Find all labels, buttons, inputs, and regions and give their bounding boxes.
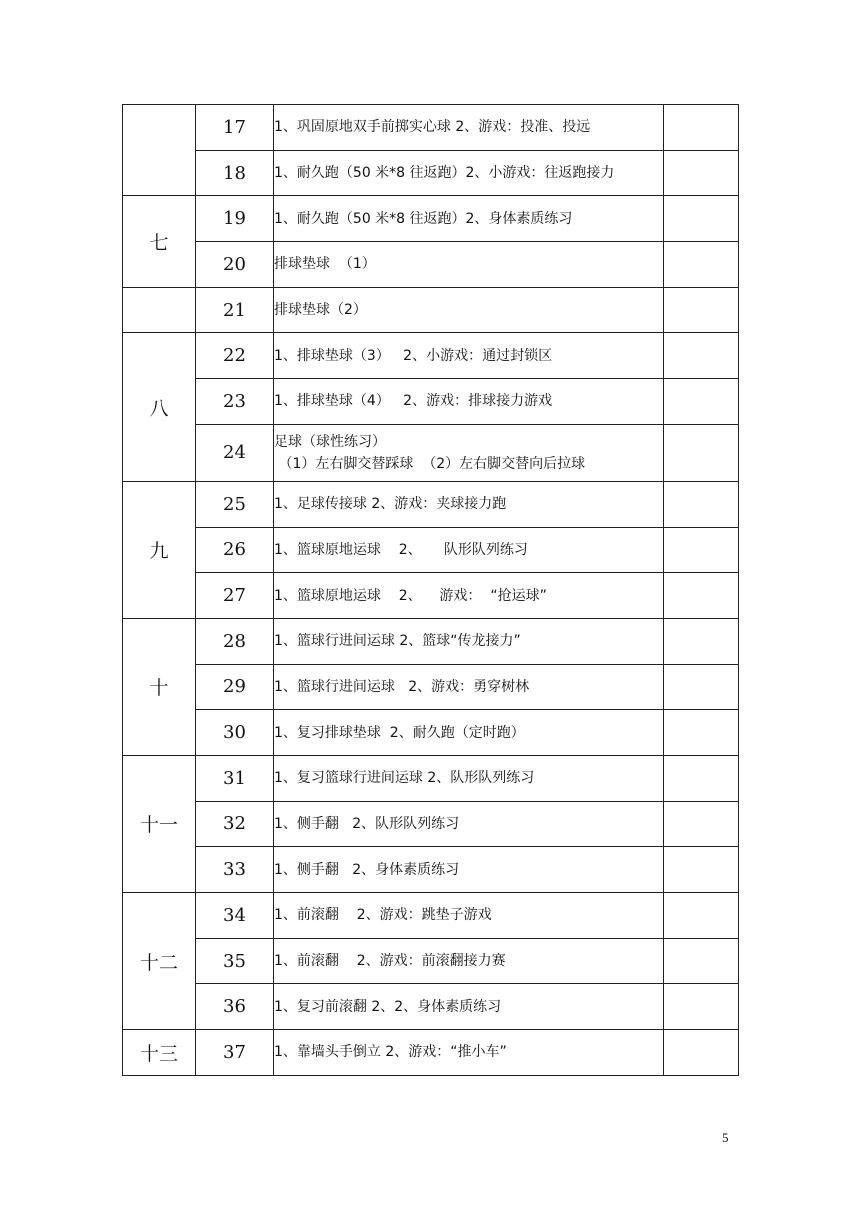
table-row [123, 801, 739, 847]
week-cell [123, 105, 196, 196]
lesson-plan-body [123, 105, 739, 1076]
lesson-number: 36 [196, 984, 274, 1030]
remarks-cell [664, 105, 739, 151]
lesson-number: 32 [196, 801, 274, 847]
lesson-content-line: 1、排球垫球（4） 2、游戏：排球接力游戏 [274, 393, 553, 410]
lesson-content-line: 1、巩固原地双手前掷实心球 2、游戏：投准、投远 [274, 119, 591, 136]
lesson-number: 37 [196, 1030, 274, 1076]
lesson-content [274, 664, 664, 710]
lesson-content-line: 排球垫球 （1） [274, 256, 376, 273]
lesson-number: 30 [196, 710, 274, 756]
lesson-content-line: 1、前滚翻 2、游戏：前滚翻接力赛 [274, 953, 506, 970]
table-row [123, 105, 739, 151]
week-cell: 十三 [123, 1030, 196, 1076]
remarks-cell [664, 481, 739, 527]
lesson-content [274, 242, 664, 288]
lesson-content [274, 424, 664, 481]
lesson-number: 18 [196, 150, 274, 196]
table-row [123, 527, 739, 573]
lesson-content [274, 150, 664, 196]
lesson-number: 34 [196, 893, 274, 939]
lesson-content [274, 755, 664, 801]
lesson-content [274, 573, 664, 619]
lesson-content [274, 481, 664, 527]
lesson-number: 35 [196, 938, 274, 984]
lesson-content [274, 710, 664, 756]
remarks-cell [664, 755, 739, 801]
lesson-number: 33 [196, 847, 274, 893]
week-cell: 十 [123, 618, 196, 755]
lesson-number: 27 [196, 573, 274, 619]
remarks-cell [664, 664, 739, 710]
remarks-cell [664, 287, 739, 333]
remarks-cell [664, 847, 739, 893]
lesson-content-line: 1、篮球行进间运球 2、游戏：勇穿树林 [274, 678, 530, 695]
remarks-cell [664, 424, 739, 481]
lesson-content [274, 893, 664, 939]
week-cell: 十二 [123, 893, 196, 1030]
lesson-content-line: 1、篮球行进间运球 2、篮球“传龙接力” [274, 633, 521, 650]
lesson-content [274, 379, 664, 425]
lesson-content-line: 1、排球垫球（3） 2、小游戏：通过封锁区 [274, 347, 553, 364]
lesson-content-line: 1、侧手翻 2、队形队列练习 [274, 815, 460, 832]
remarks-cell [664, 527, 739, 573]
lesson-content [274, 801, 664, 847]
remarks-cell [664, 242, 739, 288]
remarks-cell [664, 893, 739, 939]
lesson-number: 29 [196, 664, 274, 710]
lesson-content [274, 938, 664, 984]
lesson-number: 26 [196, 527, 274, 573]
lesson-content-line: 1、靠墙头手倒立 2、游戏：“推小车” [274, 1044, 507, 1061]
lesson-content-line: 1、足球传接球 2、游戏：夹球接力跑 [274, 496, 507, 513]
remarks-cell [664, 710, 739, 756]
table-row [123, 664, 739, 710]
remarks-cell [664, 801, 739, 847]
remarks-cell [664, 196, 739, 242]
remarks-cell [664, 333, 739, 379]
lesson-content [274, 196, 664, 242]
remarks-cell [664, 379, 739, 425]
lesson-number: 24 [196, 424, 274, 481]
lesson-content [274, 1030, 664, 1076]
week-cell: 七 [123, 196, 196, 287]
table-row [123, 573, 739, 619]
table-row [123, 242, 739, 288]
lesson-content [274, 618, 664, 664]
table-row [123, 424, 739, 481]
table-row [123, 618, 739, 664]
table-row [123, 150, 739, 196]
table-row [123, 984, 739, 1030]
remarks-cell [664, 984, 739, 1030]
week-cell: 八 [123, 333, 196, 481]
lesson-number: 28 [196, 618, 274, 664]
lesson-content-line: 排球垫球（2） [274, 302, 367, 319]
page-number: 5 [722, 1130, 729, 1145]
lesson-content-line: 1、耐久跑（50 米*8 往返跑）2、小游戏：往返跑接力 [274, 165, 615, 182]
table-row [123, 938, 739, 984]
lesson-number: 22 [196, 333, 274, 379]
lesson-number: 21 [196, 287, 274, 333]
table-row [123, 710, 739, 756]
lesson-number: 23 [196, 379, 274, 425]
lesson-number: 31 [196, 755, 274, 801]
table-row [123, 893, 739, 939]
week-cell: 十一 [123, 755, 196, 892]
remarks-cell [664, 150, 739, 196]
lesson-content-line: 1、复习前滚翻 2、2、身体素质练习 [274, 998, 502, 1015]
lesson-content [274, 105, 664, 151]
table-row [123, 333, 739, 379]
lesson-content-line: 1、侧手翻 2、身体素质练习 [274, 861, 460, 878]
remarks-cell [664, 938, 739, 984]
table-row [123, 287, 739, 333]
lesson-content [274, 333, 664, 379]
lesson-number: 19 [196, 196, 274, 242]
table-row [123, 847, 739, 893]
remarks-cell [664, 1030, 739, 1076]
table-row [123, 481, 739, 527]
table-row [123, 755, 739, 801]
week-cell [123, 287, 196, 333]
lesson-content-line: 足球（球性练习） [274, 433, 386, 450]
lesson-number: 17 [196, 105, 274, 151]
lesson-content [274, 847, 664, 893]
lesson-content-line: 1、前滚翻 2、游戏：跳垫子游戏 [274, 907, 492, 924]
lesson-content-line: 1、复习篮球行进间运球 2、队形队列练习 [274, 770, 535, 787]
lesson-content [274, 984, 664, 1030]
lesson-number: 20 [196, 242, 274, 288]
lesson-content-line: （1）左右脚交替踩球 （2）左右脚交替向后拉球 [274, 455, 586, 472]
lesson-content-line: 1、篮球原地运球 2、 游戏： “抢运球” [274, 587, 547, 604]
table-row [123, 379, 739, 425]
week-cell: 九 [123, 481, 196, 618]
lesson-content [274, 287, 664, 333]
remarks-cell [664, 573, 739, 619]
lesson-content-line: 1、篮球原地运球 2、 队形队列练习 [274, 541, 528, 558]
table-row [123, 196, 739, 242]
lesson-content-line: 1、复习排球垫球 2、耐久跑（定时跑） [274, 724, 525, 741]
lesson-plan-table [122, 104, 739, 1076]
table-row [123, 1030, 739, 1076]
lesson-content-line: 1、耐久跑（50 米*8 往返跑）2、身体素质练习 [274, 210, 573, 227]
lesson-number: 25 [196, 481, 274, 527]
lesson-content [274, 527, 664, 573]
remarks-cell [664, 618, 739, 664]
